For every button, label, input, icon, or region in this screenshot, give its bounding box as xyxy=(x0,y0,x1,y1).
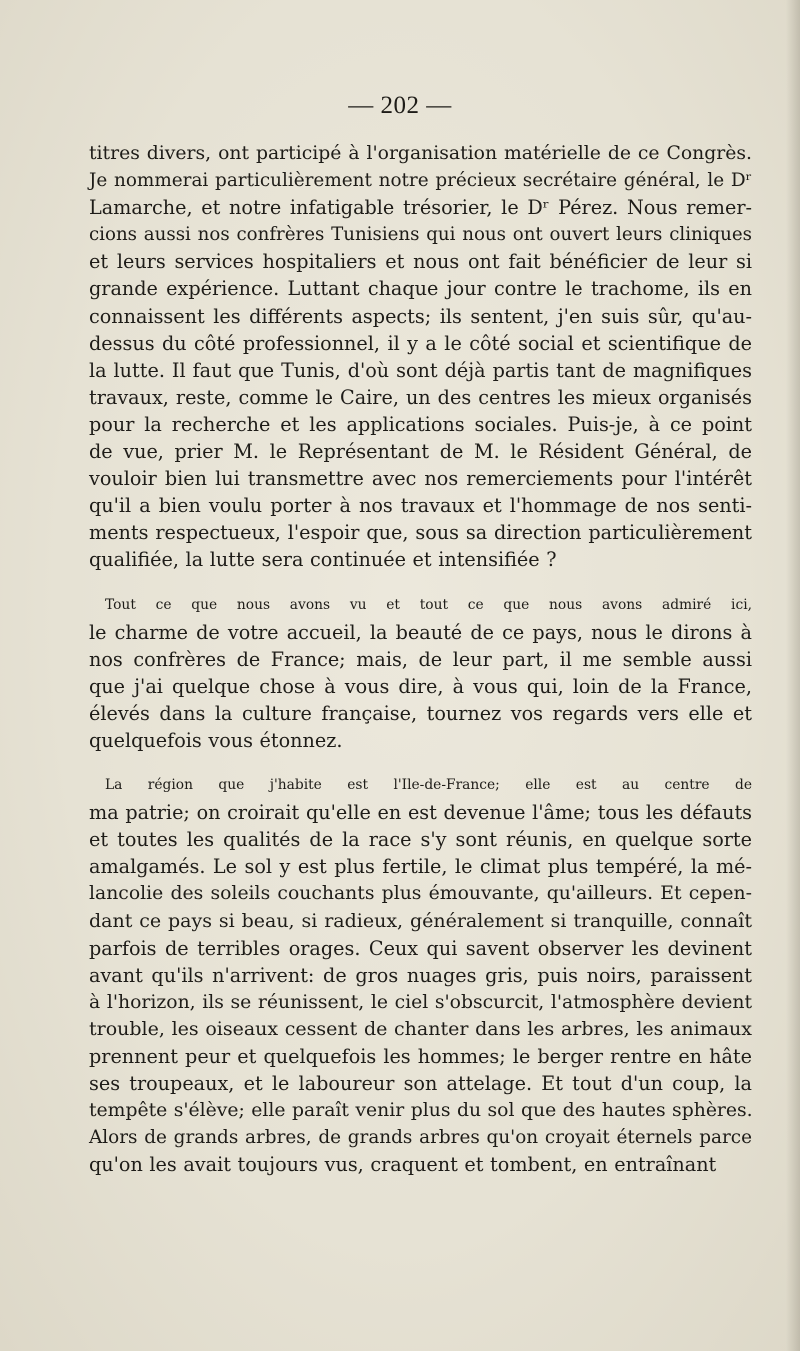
text-line: quelquefois vous étonnez. xyxy=(89,728,343,752)
text-line: cions aussi nos confrères Tunisiens qui nous ont ouvert leurs cliniques xyxy=(89,224,752,246)
page-number: — 202 — xyxy=(348,92,452,119)
text-line: et toutes les qualités de la race s'y sont réunis, en quelque sorte xyxy=(89,828,752,852)
text-line: La région que j'habite est l'Ile-de-France; elle est au centre de xyxy=(105,777,752,794)
text-line: à l'horizon, ils se réunissent, le ciel s'obscurcit, l'atmosphère devient xyxy=(89,991,752,1013)
text-line: la lutte. Il faut que Tunis, d'où sont déjà partis tant de magnifiques xyxy=(89,358,752,382)
text-line: ments respectueux, l'espoir que, sous sa direction particulièrement xyxy=(89,521,752,545)
text-line: tempête s'élève; elle paraît venir plus du sol que des hautes sphères. xyxy=(89,1100,753,1122)
paragraph-1 xyxy=(89,140,752,574)
text-line: Tout ce que nous avons vu et tout ce que nous avons admiré ici, xyxy=(105,596,752,613)
text-line: parfois de terribles orages. Ceux qui savent observer les devinent xyxy=(89,936,752,960)
text-line: travaux, reste, comme le Caire, un des centres les mieux organisés xyxy=(89,385,752,409)
text-line: avant qu'ils n'arrivent: de gros nuages gris, puis noirs, paraissent xyxy=(89,963,752,987)
text-line: connaissent les différents aspects; ils sentent, j'en suis sûr, qu'au- xyxy=(89,304,752,328)
text-line: dessus du côté professionnel, il y a le côté social et scientifique de xyxy=(89,331,752,355)
text-line: amalgamés. Le sol y est plus fertile, le climat plus tempéré, la mé- xyxy=(89,855,752,879)
body-text xyxy=(89,140,752,1178)
text-line: trouble, les oiseaux cessent de chanter dans les arbres, les animaux xyxy=(89,1017,752,1040)
text-line: Alors de grands arbres, de grands arbres qu'on croyait éternels parce xyxy=(89,1127,752,1149)
text-line: prennent peur et quelquefois les hommes; le berger rentre en hâte xyxy=(89,1045,752,1068)
text-line: nos confrères de France; mais, de leur part, il me semble aussi xyxy=(89,647,752,671)
text-line: qu'il a bien voulu porter à nos travaux et l'hommage de nos senti- xyxy=(89,494,752,518)
text-line: ma patrie; on croirait qu'elle en est devenue l'âme; tous les défauts xyxy=(89,801,752,825)
text-line: vouloir bien lui transmettre avec nos remerciements pour l'intérêt xyxy=(89,467,752,491)
paragraph-2 xyxy=(89,592,752,755)
text-line: qualifiée, la lutte sera continuée et intensifiée ? xyxy=(89,548,557,572)
text-line: grande expérience. Luttant chaque jour contre le trachome, ils en xyxy=(89,277,752,301)
text-line: titres divers, ont participé à l'organisation matérielle de ce Congrès. xyxy=(89,143,752,164)
text-line: que j'ai quelque chose à vous dire, à vous qui, loin de la France, xyxy=(89,674,752,698)
text-line: pour la recherche et les applications sociales. Puis-je, à ce point xyxy=(89,412,752,436)
text-line: de vue, prier M. le Représentant de M. le Résident Général, de xyxy=(89,440,752,464)
text-line: lancolie des soleils couchants plus émouvante, qu'ailleurs. Et cepen- xyxy=(89,883,752,905)
paragraph-3 xyxy=(89,772,752,1178)
text-line: dant ce pays si beau, si radieux, généralement si tranquille, connaît xyxy=(89,909,752,932)
text-line: qu'on les avait toujours vus, craquent et tombent, en entraînant xyxy=(89,1153,717,1177)
text-line: et leurs services hospitaliers et nous ont fait bénéficier de leur si xyxy=(89,250,752,274)
text-line: Je nommerai particulièrement notre précieux secrétaire général, le Dʳ xyxy=(89,170,752,192)
text-line: ses troupeaux, et le laboureur son attelage. Et tout d'un coup, la xyxy=(89,1072,752,1096)
text-line: Lamarche, et notre infatigable trésorier, le Dʳ Pérez. Nous remer- xyxy=(89,196,752,220)
text-line: le charme de votre accueil, la beauté de ce pays, nous le dirons à xyxy=(89,620,752,644)
text-line: élevés dans la culture française, tournez vos regards vers elle et xyxy=(89,701,752,725)
page-edge-shadow xyxy=(786,0,800,1351)
